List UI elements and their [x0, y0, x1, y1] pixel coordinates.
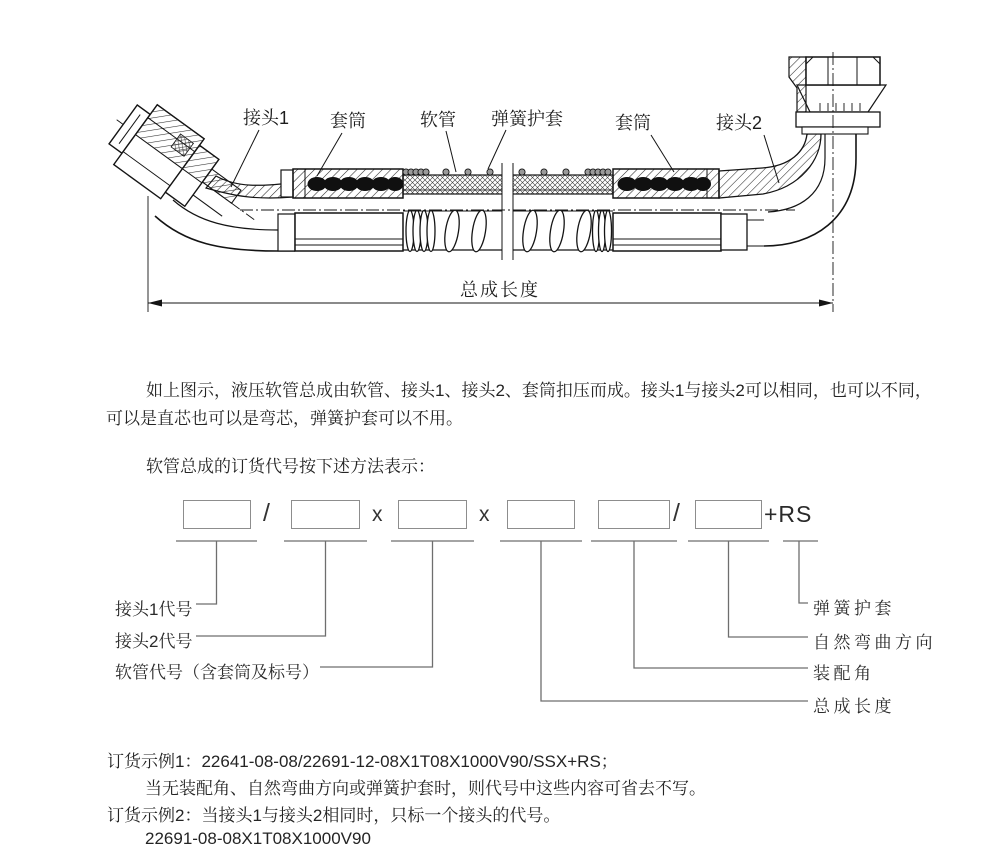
label-spring-guard: 弹簧护套 [491, 109, 563, 129]
code-label-connector2: 接头2代号 [115, 632, 193, 651]
code-separator-x2: x [479, 503, 490, 526]
code-label-spring-guard: 弹簧护套 [813, 599, 895, 618]
code-box-connector2 [291, 500, 360, 529]
label-connector2: 接头2 [716, 113, 763, 133]
example2-line: 订货示例2：当接头1与接头2相同时，只标一个接头的代号。 [107, 806, 561, 825]
example2-code: 22691-08-08X1T08X1000V90 [145, 829, 371, 848]
example1-note: 当无装配角、自然弯曲方向或弹簧护套时，则代号中这些内容可省去不写。 [145, 779, 706, 798]
connector2-fitting [719, 57, 886, 250]
code-label-connector1: 接头1代号 [115, 600, 193, 619]
label-sleeve-right: 套筒 [615, 113, 651, 133]
break-lines [502, 163, 514, 260]
code-box-length [507, 500, 575, 529]
intro-paragraph: 如上图示，液压软管总成由软管、接头1、接头2、套筒扣压而成。接头1与接头2可以相同，也可以不同，可以是直芯也可以是弯芯，弹簧护套可以不用。 [106, 381, 932, 428]
label-sleeve-left: 套筒 [330, 111, 366, 131]
code-label-bend-direction: 自然弯曲方向 [813, 633, 936, 652]
label-hose: 软管 [420, 110, 456, 130]
code-separator-slash2: / [673, 499, 680, 527]
sleeve1-section [293, 169, 404, 198]
code-box-connector1 [183, 500, 251, 529]
order-code-intro: 软管总成的订货代号按下述方法表示： [146, 457, 435, 476]
code-box-assembly-angle [598, 500, 670, 529]
code-label-assembly-length: 总成长度 [813, 697, 895, 716]
code-label-assembly-angle: 装配角 [813, 664, 875, 683]
sleeve1-exterior [295, 213, 403, 251]
sleeve2-section [613, 169, 719, 198]
code-suffix-rs: +RS [764, 501, 813, 527]
code-separator-slash1: / [263, 499, 270, 527]
code-label-hose: 软管代号（含套筒及标号） [115, 663, 319, 682]
code-box-bend-direction [695, 500, 762, 529]
code-separator-x1: x [372, 503, 383, 526]
code-box-hose [398, 500, 467, 529]
label-assembly-length: 总成长度 [460, 280, 540, 300]
drawing-linework [94, 52, 886, 312]
example1-line: 订货示例1：22641-08-08/22691-12-08X1T08X1000V90/SSX+RS； [107, 752, 618, 771]
hose-assembly-drawing [0, 0, 993, 350]
label-connector1: 接头1 [243, 108, 290, 128]
sleeve2-exterior [613, 213, 721, 251]
